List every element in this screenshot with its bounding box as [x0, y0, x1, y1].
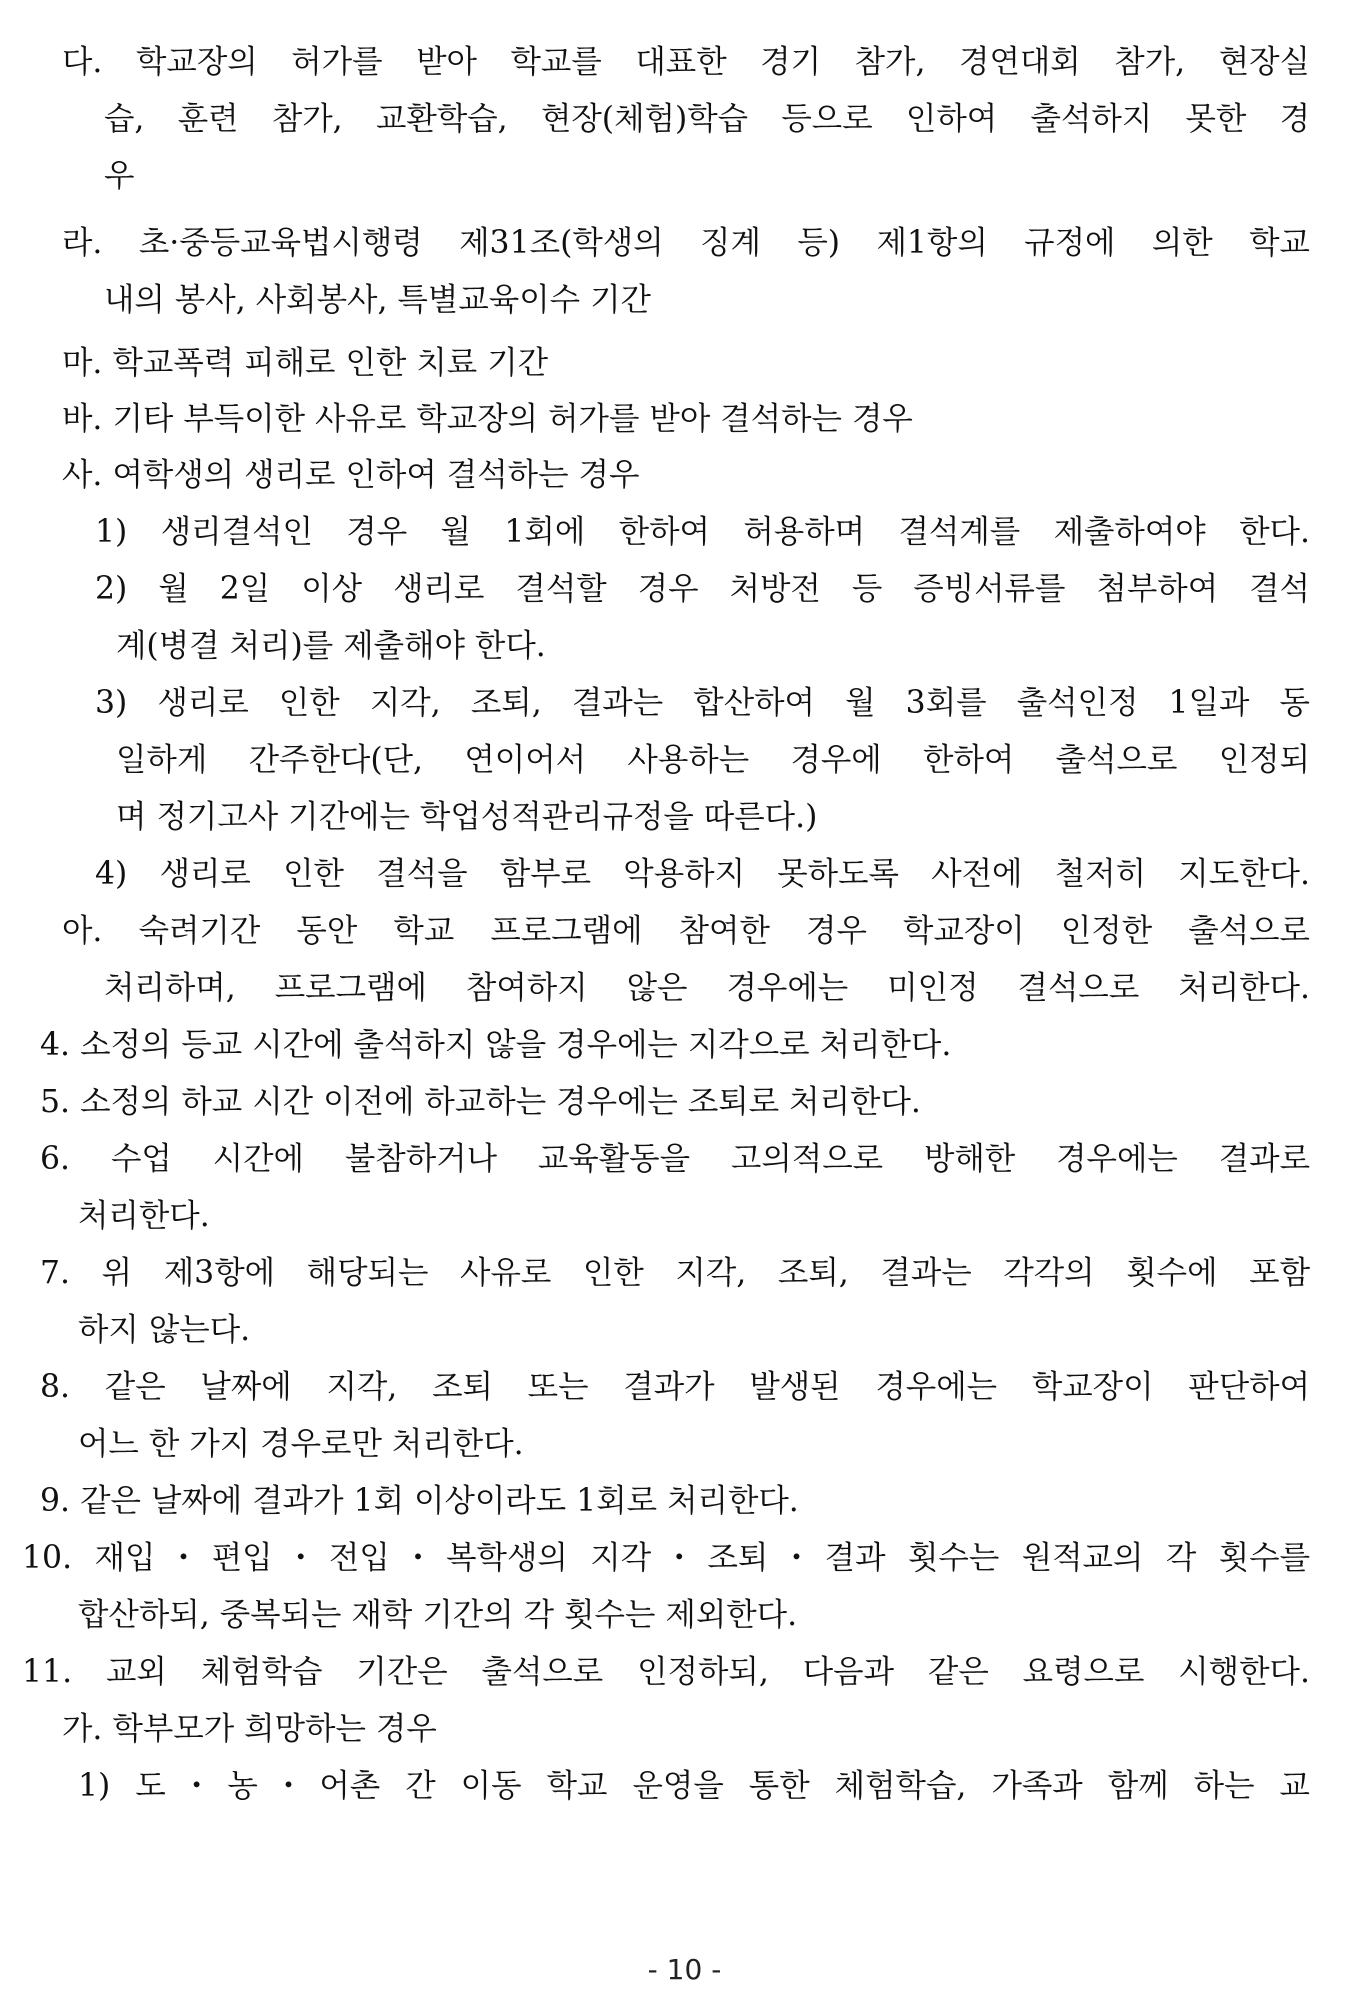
- page-number: - 10 -: [647, 1953, 722, 1986]
- text-line: 1) 도・농・어촌 간 이동 학교 운영을 통한 체험학습, 가족과 함께 하는 교: [78, 1768, 1310, 1804]
- text-line: 습, 훈련 참가, 교환학습, 현장(체험)학습 등으로 인하여 출석하지 못한 경: [104, 101, 1310, 137]
- text-line: 합산하되, 중복되는 재학 기간의 각 횟수는 제외한다.: [78, 1597, 798, 1633]
- text-line: 처리하며, 프로그램에 참여하지 않은 경우에는 미인정 결석으로 처리한다.: [104, 970, 1310, 1006]
- text-line: 10. 재입・편입・전입・복학생의 지각・조퇴・결과 횟수는 원적교의 각 횟수를: [22, 1540, 1310, 1576]
- text-line: 내의 봉사, 사회봉사, 특별교육이수 기간: [104, 282, 651, 318]
- text-line: 4) 생리로 인한 결석을 함부로 악용하지 못하도록 사전에 철저히 지도한다.: [95, 856, 1310, 892]
- text-line: 5. 소정의 하교 시간 이전에 하교하는 경우에는 조퇴로 처리한다.: [40, 1084, 921, 1120]
- text-line: 처리한다.: [78, 1198, 210, 1234]
- text-line: 2) 월 2일 이상 생리로 결석할 경우 처방전 등 증빙서류를 첨부하여 결석: [95, 571, 1310, 607]
- text-line: 7. 위 제3항에 해당되는 사유로 인한 지각, 조퇴, 결과는 각각의 횟수에 포함: [40, 1255, 1310, 1291]
- text-line: 사. 여학생의 생리로 인하여 결석하는 경우: [62, 457, 640, 493]
- text-line: 일하게 간주한다(단, 연이어서 사용하는 경우에 한하여 출석으로 인정되: [116, 742, 1310, 778]
- text-line: 며 정기고사 기간에는 학업성적관리규정을 따른다.): [116, 799, 818, 835]
- text-line: 마. 학교폭력 피해로 인한 치료 기간: [62, 345, 549, 381]
- text-line: 우: [104, 158, 135, 194]
- text-line: 라. 초·중등교육법시행령 제31조(학생의 징계 등) 제1항의 규정에 의한 학교: [62, 225, 1310, 261]
- text-line: 다. 학교장의 허가를 받아 학교를 대표한 경기 참가, 경연대회 참가, 현장실: [62, 44, 1310, 80]
- text-line: 8. 같은 날짜에 지각, 조퇴 또는 결과가 발생된 경우에는 학교장이 판단하여: [40, 1369, 1310, 1405]
- text-line: 가. 학부모가 희망하는 경우: [62, 1711, 437, 1747]
- text-line: 1) 생리결석인 경우 월 1회에 한하여 허용하며 결석계를 제출하여야 한다.: [95, 514, 1310, 550]
- text-line: 9. 같은 날짜에 결과가 1회 이상이라도 1회로 처리한다.: [40, 1483, 799, 1519]
- text-line: 계(병결 처리)를 제출해야 한다.: [116, 628, 546, 664]
- text-line: 3) 생리로 인한 지각, 조퇴, 결과는 합산하여 월 3회를 출석인정 1일과 동: [95, 685, 1310, 721]
- text-line: 4. 소정의 등교 시간에 출석하지 않을 경우에는 지각으로 처리한다.: [40, 1027, 952, 1063]
- text-line: 6. 수업 시간에 불참하거나 교육활동을 고의적으로 방해한 경우에는 결과로: [40, 1141, 1310, 1177]
- text-line: 바. 기타 부득이한 사유로 학교장의 허가를 받아 결석하는 경우: [62, 401, 913, 437]
- text-line: 아. 숙려기간 동안 학교 프로그램에 참여한 경우 학교장이 인정한 출석으로: [62, 913, 1310, 949]
- text-line: 11. 교외 체험학습 기간은 출석으로 인정하되, 다음과 같은 요령으로 시행한다.: [22, 1654, 1310, 1690]
- text-line: 어느 한 가지 경우로만 처리한다.: [78, 1426, 524, 1462]
- text-line: 하지 않는다.: [78, 1312, 251, 1348]
